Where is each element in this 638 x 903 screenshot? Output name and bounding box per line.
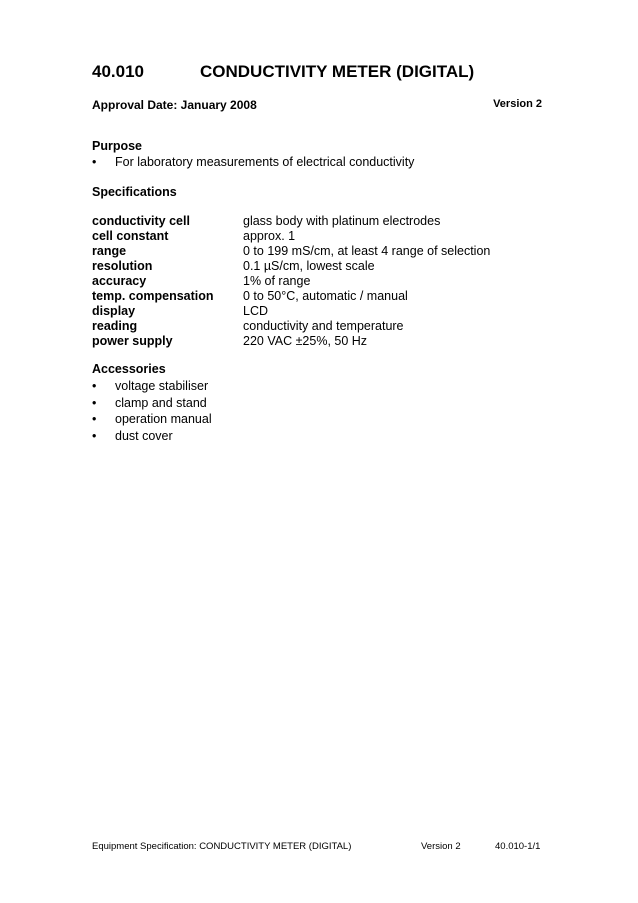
spec-value: 1% of range (243, 274, 311, 288)
header-version: Version 2 (493, 98, 542, 110)
spec-value: conductivity and temperature (243, 319, 404, 333)
spec-label: display (92, 304, 136, 318)
accessory-item-text: voltage stabiliser (115, 379, 209, 393)
footer-version: Version 2 (421, 841, 461, 852)
spec-value: glass body with platinum electrodes (243, 214, 441, 228)
purpose-list (92, 154, 414, 171)
spec-label: accuracy (92, 274, 147, 288)
equipment-name: CONDUCTIVITY METER (DIGITAL) (200, 62, 475, 81)
purpose-item-text: For laboratory measurements of electrical conductivity (115, 155, 415, 169)
equipment-code: 40.010 (92, 62, 144, 81)
accessory-item-text: clamp and stand (115, 395, 207, 410)
accessory-item-text: operation manual (115, 412, 212, 427)
spec-label: power supply (92, 334, 173, 348)
spec-value: 220 VAC ±25%, 50 Hz (243, 334, 368, 348)
spec-value: approx. 1 (243, 229, 296, 243)
spec-value: 0.1 µS/cm, lowest scale (243, 259, 375, 273)
spec-value: 0 to 199 mS/cm, at least 4 range of selection (243, 244, 491, 258)
bullet-icon: • (92, 379, 97, 393)
footer-page-number: 40.010-1/1 (495, 841, 541, 852)
spec-label: temp. compensation (92, 289, 214, 303)
spec-label: reading (92, 319, 138, 333)
bullet-icon: • (92, 429, 97, 444)
approval-date: Approval Date: January 2008 (92, 98, 257, 112)
spec-label: resolution (92, 259, 153, 273)
list-item (92, 428, 212, 445)
list-item (92, 411, 212, 428)
footer-document-name: Equipment Specification: CONDUCTIVITY METER (DIGITAL) (92, 841, 352, 852)
accessory-item-text: dust cover (115, 429, 173, 444)
spec-label: cell constant (92, 229, 169, 243)
spec-label: range (92, 244, 127, 258)
bullet-icon: • (92, 155, 97, 169)
list-item (92, 395, 212, 412)
bullet-icon: • (92, 395, 97, 410)
list-item (92, 378, 212, 395)
accessories-list (92, 378, 212, 445)
list-item (92, 154, 414, 171)
accessories-heading: Accessories (92, 362, 166, 376)
spec-value: LCD (243, 304, 269, 318)
spec-value: 0 to 50°C, automatic / manual (243, 289, 408, 303)
bullet-icon: • (92, 412, 97, 427)
approval-line (92, 98, 542, 112)
spec-label: conductivity cell (92, 214, 190, 228)
purpose-heading: Purpose (92, 139, 143, 153)
specifications-heading: Specifications (92, 185, 177, 199)
